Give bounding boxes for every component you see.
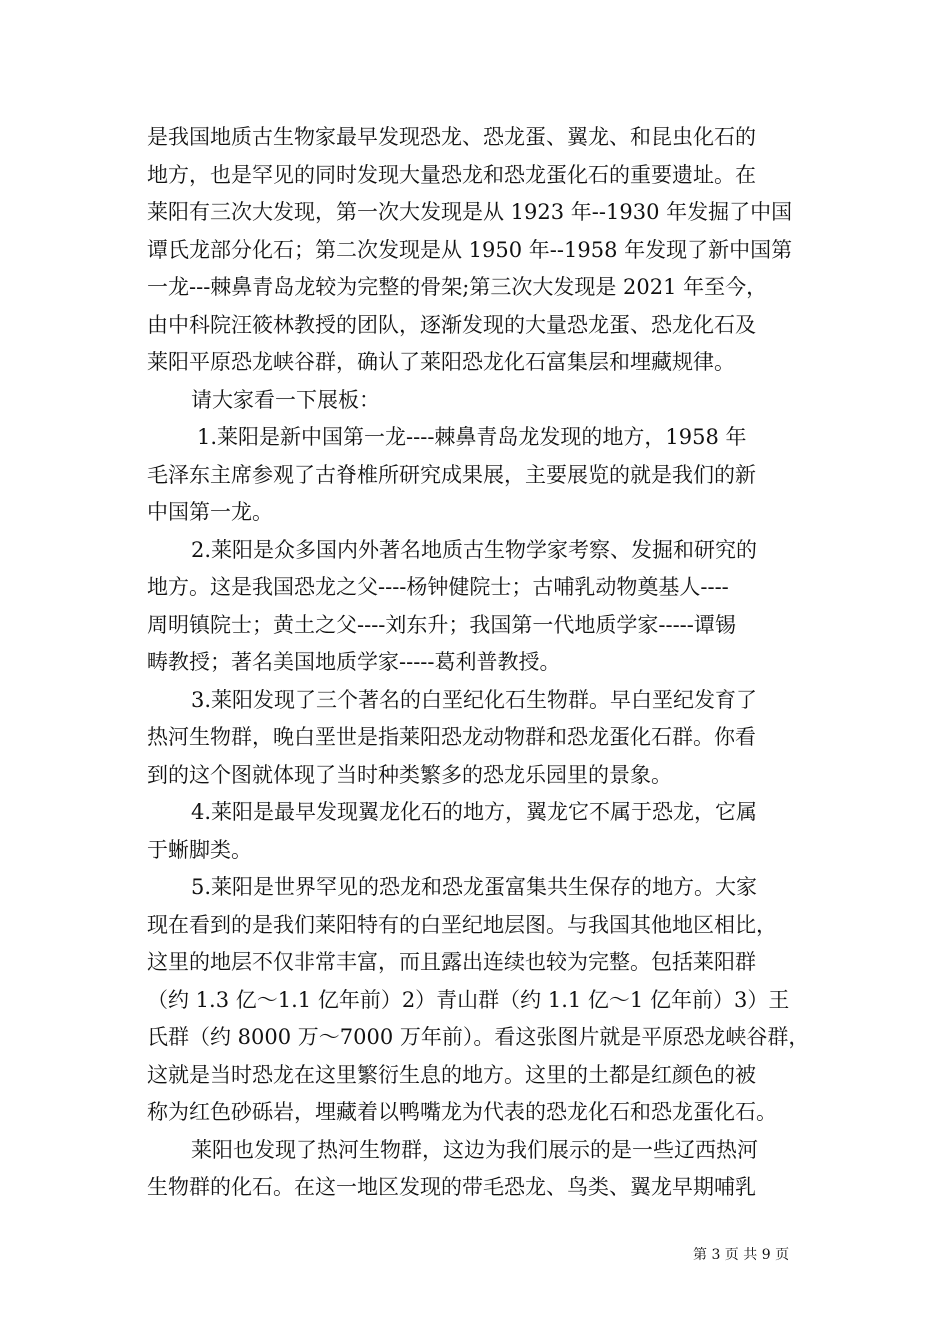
text-line: 4.莱阳是最早发现翼龙化石的地方，翼龙它不属于恐龙，它属 [191, 800, 758, 824]
text-line: 莱阳有三次大发现，第一次大发现是从 1923 年--1930 年发掘了中国 [147, 200, 793, 224]
text-line: 热河生物群，晚白垩世是指莱阳恐龙动物群和恐龙蛋化石群。你看 [147, 725, 756, 749]
text-line: 畴教授；著名美国地质学家-----葛利普教授。 [147, 650, 561, 674]
text-line: 于蜥脚类。 [147, 837, 252, 862]
text-line: 毛泽东主席参观了古脊椎所研究成果展，主要展览的就是我们的新 [147, 462, 756, 487]
text-line: 2.莱阳是众多国内外著名地质古生物学家考察、发掘和研究的 [191, 537, 758, 562]
text-line: 氏群（约 8000 万～7000 万年前）。看这张图片就是平原恐龙峡谷群， [147, 1025, 810, 1049]
text-line: 莱阳也发现了热河生物群，这边为我们展示的是一些辽西热河 [191, 1137, 758, 1162]
text-line: 现在看到的是我们莱阳特有的白垩纪地层图。与我国其他地区相比， [147, 912, 777, 937]
text-line: 谭氏龙部分化石；第二次发现是从 1950 年--1958 年发现了新中国第 [147, 237, 793, 262]
text-line: 这就是当时恐龙在这里繁衍生息的地方。这里的土都是红颜色的被 [147, 1062, 756, 1087]
text-line: （约 1.3 亿～1.1 亿年前）2）青山群（约 1.1 亿～1 亿年前）3）王 [147, 987, 790, 1012]
text-line: 生物群的化石。在这一地区发现的带毛恐龙、鸟类、翼龙早期哺乳 [147, 1175, 756, 1199]
text-line: 由中科院汪筱林教授的团队，逐渐发现的大量恐龙蛋、恐龙化石及 [147, 312, 756, 337]
text-line: 一龙---棘鼻青岛龙较为完整的骨架;第三次大发现是 2021 年至今， [147, 275, 768, 299]
text-line: 称为红色砂砾岩，埋藏着以鸭嘴龙为代表的恐龙化石和恐龙蛋化石。 [147, 1100, 777, 1124]
text-line: 莱阳平原恐龙峡谷群，确认了莱阳恐龙化石富集层和埋藏规律。 [147, 350, 735, 374]
text-line: 5.莱阳是世界罕见的恐龙和恐龙蛋富集共生保存的地方。大家 [191, 875, 758, 899]
text-line: 1.莱阳是新中国第一龙----棘鼻青岛龙发现的地方，1958 年 [197, 425, 747, 449]
text-line: 中国第一龙。 [147, 500, 273, 524]
text-line: 地方，也是罕见的同时发现大量恐龙和恐龙蛋化石的重要遗址。在 [147, 162, 756, 187]
document-body [147, 119, 810, 1207]
text-line: 3.莱阳发现了三个著名的白垩纪化石生物群。早白垩纪发育了 [191, 687, 758, 712]
page-number: 第 3 页 共 9 页 [693, 1247, 790, 1263]
text-line: 周明镇院士；黄土之父----刘东升；我国第一代地质学家-----谭锡 [147, 612, 736, 637]
text-line: 这里的地层不仅非常丰富，而且露出连续也较为完整。包括莱阳群 [147, 950, 756, 974]
text-line: 地方。这是我国恐龙之父----杨钟健院士；古哺乳动物奠基人---- [147, 575, 729, 599]
text-line: 是我国地质古生物家最早发现恐龙、恐龙蛋、翼龙、和昆虫化石的 [147, 125, 756, 149]
text-line: 请大家看一下展板： [191, 387, 380, 412]
text-line: 到的这个图就体现了当时种类繁多的恐龙乐园里的景象。 [147, 762, 672, 787]
